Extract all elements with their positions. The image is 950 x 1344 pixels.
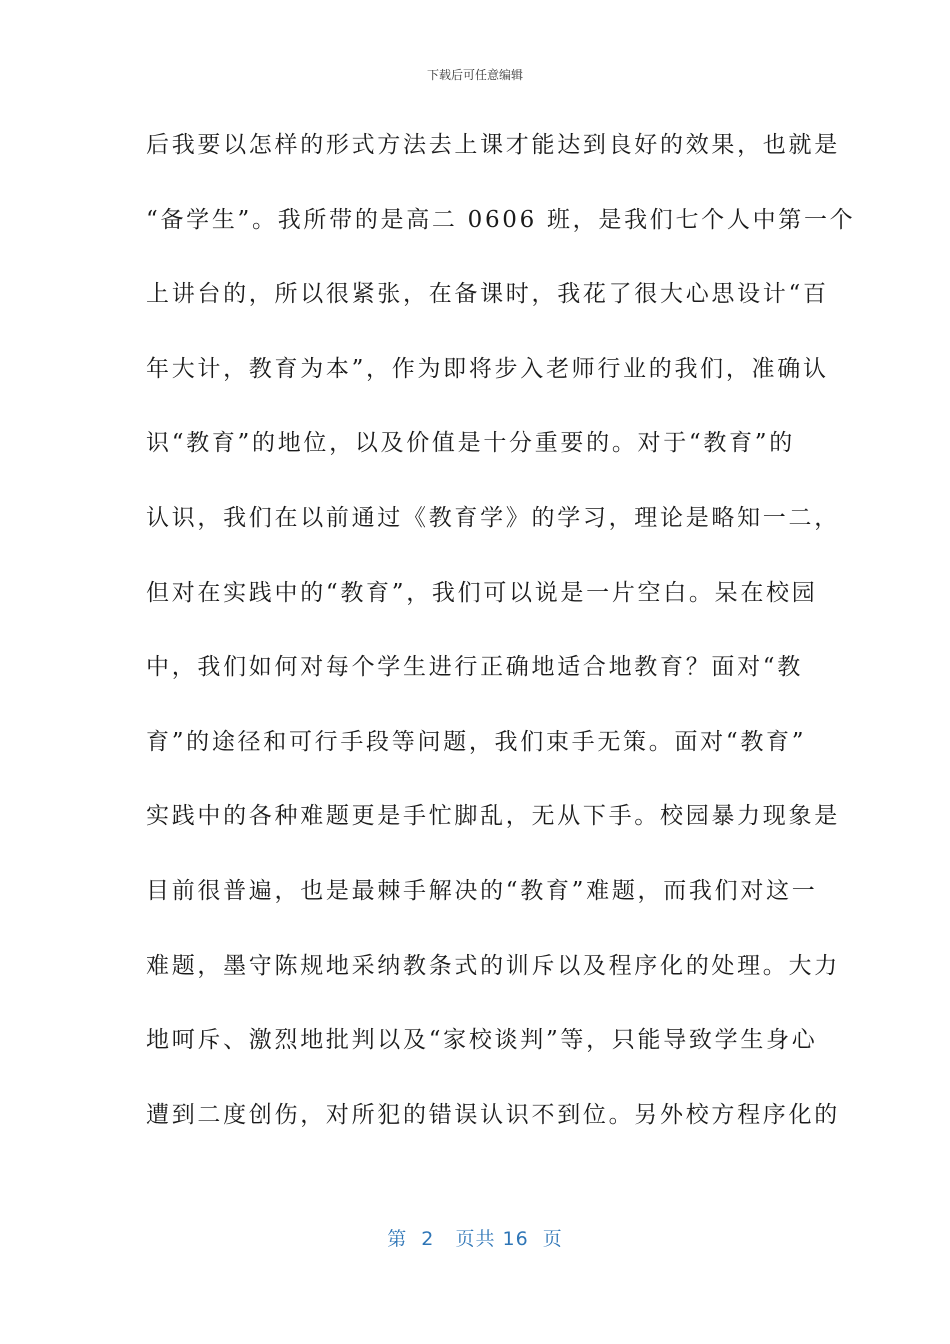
- body-line: 上讲台的，所以很紧张，在备课时，我花了很大心思设计“百: [146, 281, 829, 308]
- body-line: “备学生”。我所带的是高二 0606 班，是我们七个人中第一个: [146, 206, 856, 233]
- body-line: 实践中的各种难题更是手忙脚乱，无从下手。校园暴力现象是: [146, 803, 840, 830]
- body-line: 但对在实践中的“教育”，我们可以说是一片空白。呆在校园: [146, 579, 818, 606]
- page-header: 下载后可任意编辑: [426, 68, 523, 82]
- body-line: 后我要以怎样的形式方法去上课才能达到良好的效果，也就是: [146, 132, 840, 158]
- body-line: 遭到二度创伤，对所犯的错误认识不到位。另外校方程序化的: [146, 1101, 840, 1128]
- body-line: 认识，我们在以前通过《教育学》的学习，理论是略知一二，: [146, 504, 840, 531]
- page-footer: 第 2 页共 16 页: [387, 1228, 563, 1250]
- body-line: 地呵斥、激烈地批判以及“家校谈判”等，只能导致学生身心: [146, 1027, 818, 1054]
- body-line: 目前很普遍，也是最棘手解决的“教育”难题，而我们对这一: [146, 877, 818, 904]
- body-line: 难题，墨守陈规地采纳教条式的训斥以及程序化的处理。大力: [146, 952, 840, 979]
- body-line: 识“教育”的地位，以及价值是十分重要的。对于“教育”的: [146, 430, 795, 457]
- body-line: 年大计，教育为本”，作为即将步入老师行业的我们，准确认: [146, 355, 829, 382]
- body-text: [146, 118, 856, 1162]
- body-line: 中，我们如何对每个学生进行正确地适合地教育？面对“教: [146, 654, 803, 681]
- body-line: 育”的途径和可行手段等问题，我们束手无策。面对“教育”: [146, 728, 807, 755]
